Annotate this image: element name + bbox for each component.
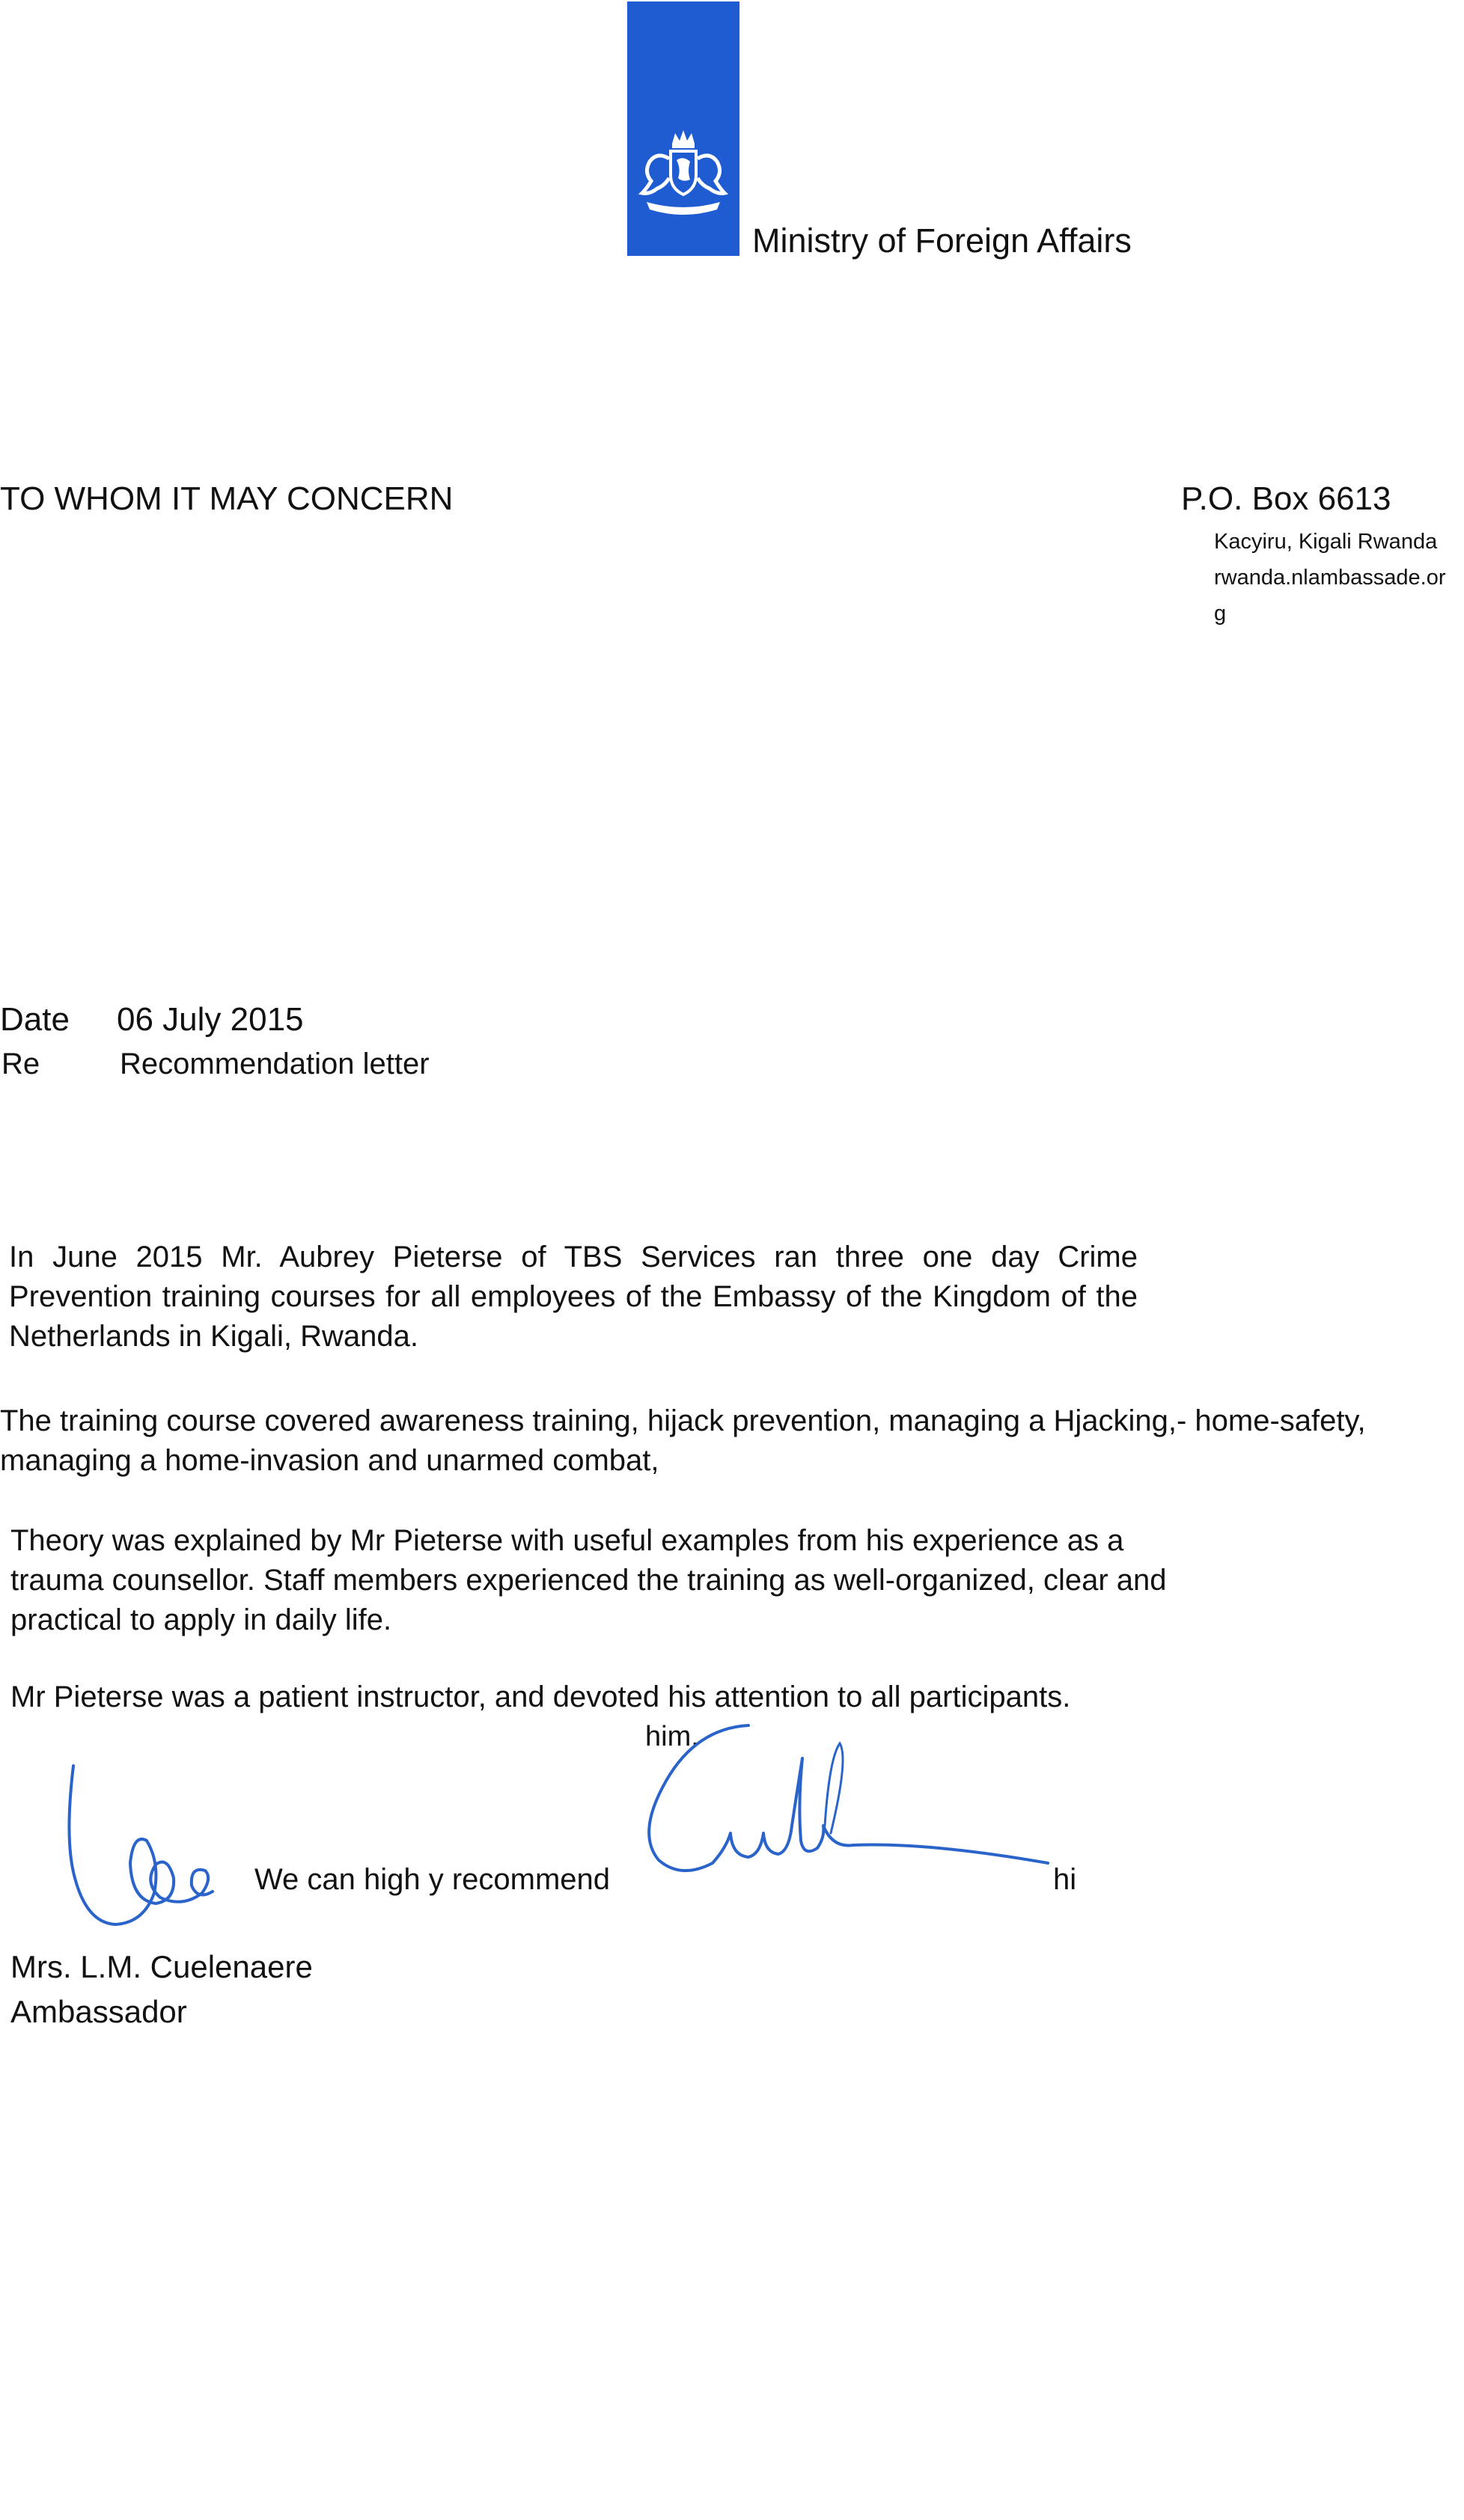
- paragraph-course-topics: [0, 1401, 1464, 1481]
- address-line-2: rwanda.nlambassade.or: [1214, 566, 1446, 590]
- re-value: Recommendation letter: [120, 1048, 430, 1080]
- coat-of-arms-logo: [627, 1, 739, 256]
- overlap-text-him: him.: [645, 1721, 699, 1752]
- ministry-name: Ministry of Foreign Affairs: [752, 221, 1132, 260]
- recommend-text: We can high y recommend: [254, 1863, 611, 1896]
- lion-crest-icon: [627, 1, 739, 256]
- address-line-3: g: [1214, 602, 1227, 626]
- paragraph-intro: In June 2015 Mr. Aubrey Pieterse of TBS Services ran three one day Crime Prevention training courses for all employees of the Embassy of the Kingdom of the Netherlands in Kigali, Rwanda.: [9, 1241, 1138, 1353]
- recipient-line: TO WHOM IT MAY CONCERN: [0, 480, 454, 517]
- paragraph-theory: Theory was explained by Mr Pieterse with useful examples from his experience as a trauma counsellor. Staff members experienced the training as well-organized, clear and practical to apply in daily life.: [10, 1524, 1167, 1636]
- address-line-1: Kacyiru, Kigali Rwanda: [1214, 530, 1438, 554]
- re-label: Re: [1, 1048, 40, 1080]
- paragraph-instructor: Mr Pieterse was a patient instructor, and devoted his attention to all participants.: [10, 1680, 1071, 1713]
- paragraph-course-topics-line-2: managing a home-invasion and unarmed combat,: [0, 1444, 659, 1477]
- signer-title: Ambassador: [10, 1994, 187, 2029]
- date-label: Date: [0, 1001, 70, 1038]
- date-value: 06 July 2015: [117, 1001, 304, 1038]
- paragraph-course-topics-line-1: The training course covered awareness training, hijack prevention, managing a Hjacking,- home-safety,: [0, 1404, 1366, 1437]
- initials-signature: [63, 1751, 257, 1945]
- po-box: P.O. Box 6613: [1181, 480, 1391, 517]
- signer-name: Mrs. L.M. Cuelenaere: [10, 1949, 313, 1984]
- overlap-text-hi: hi: [1053, 1863, 1077, 1896]
- ambassador-signature: [629, 1713, 1063, 1893]
